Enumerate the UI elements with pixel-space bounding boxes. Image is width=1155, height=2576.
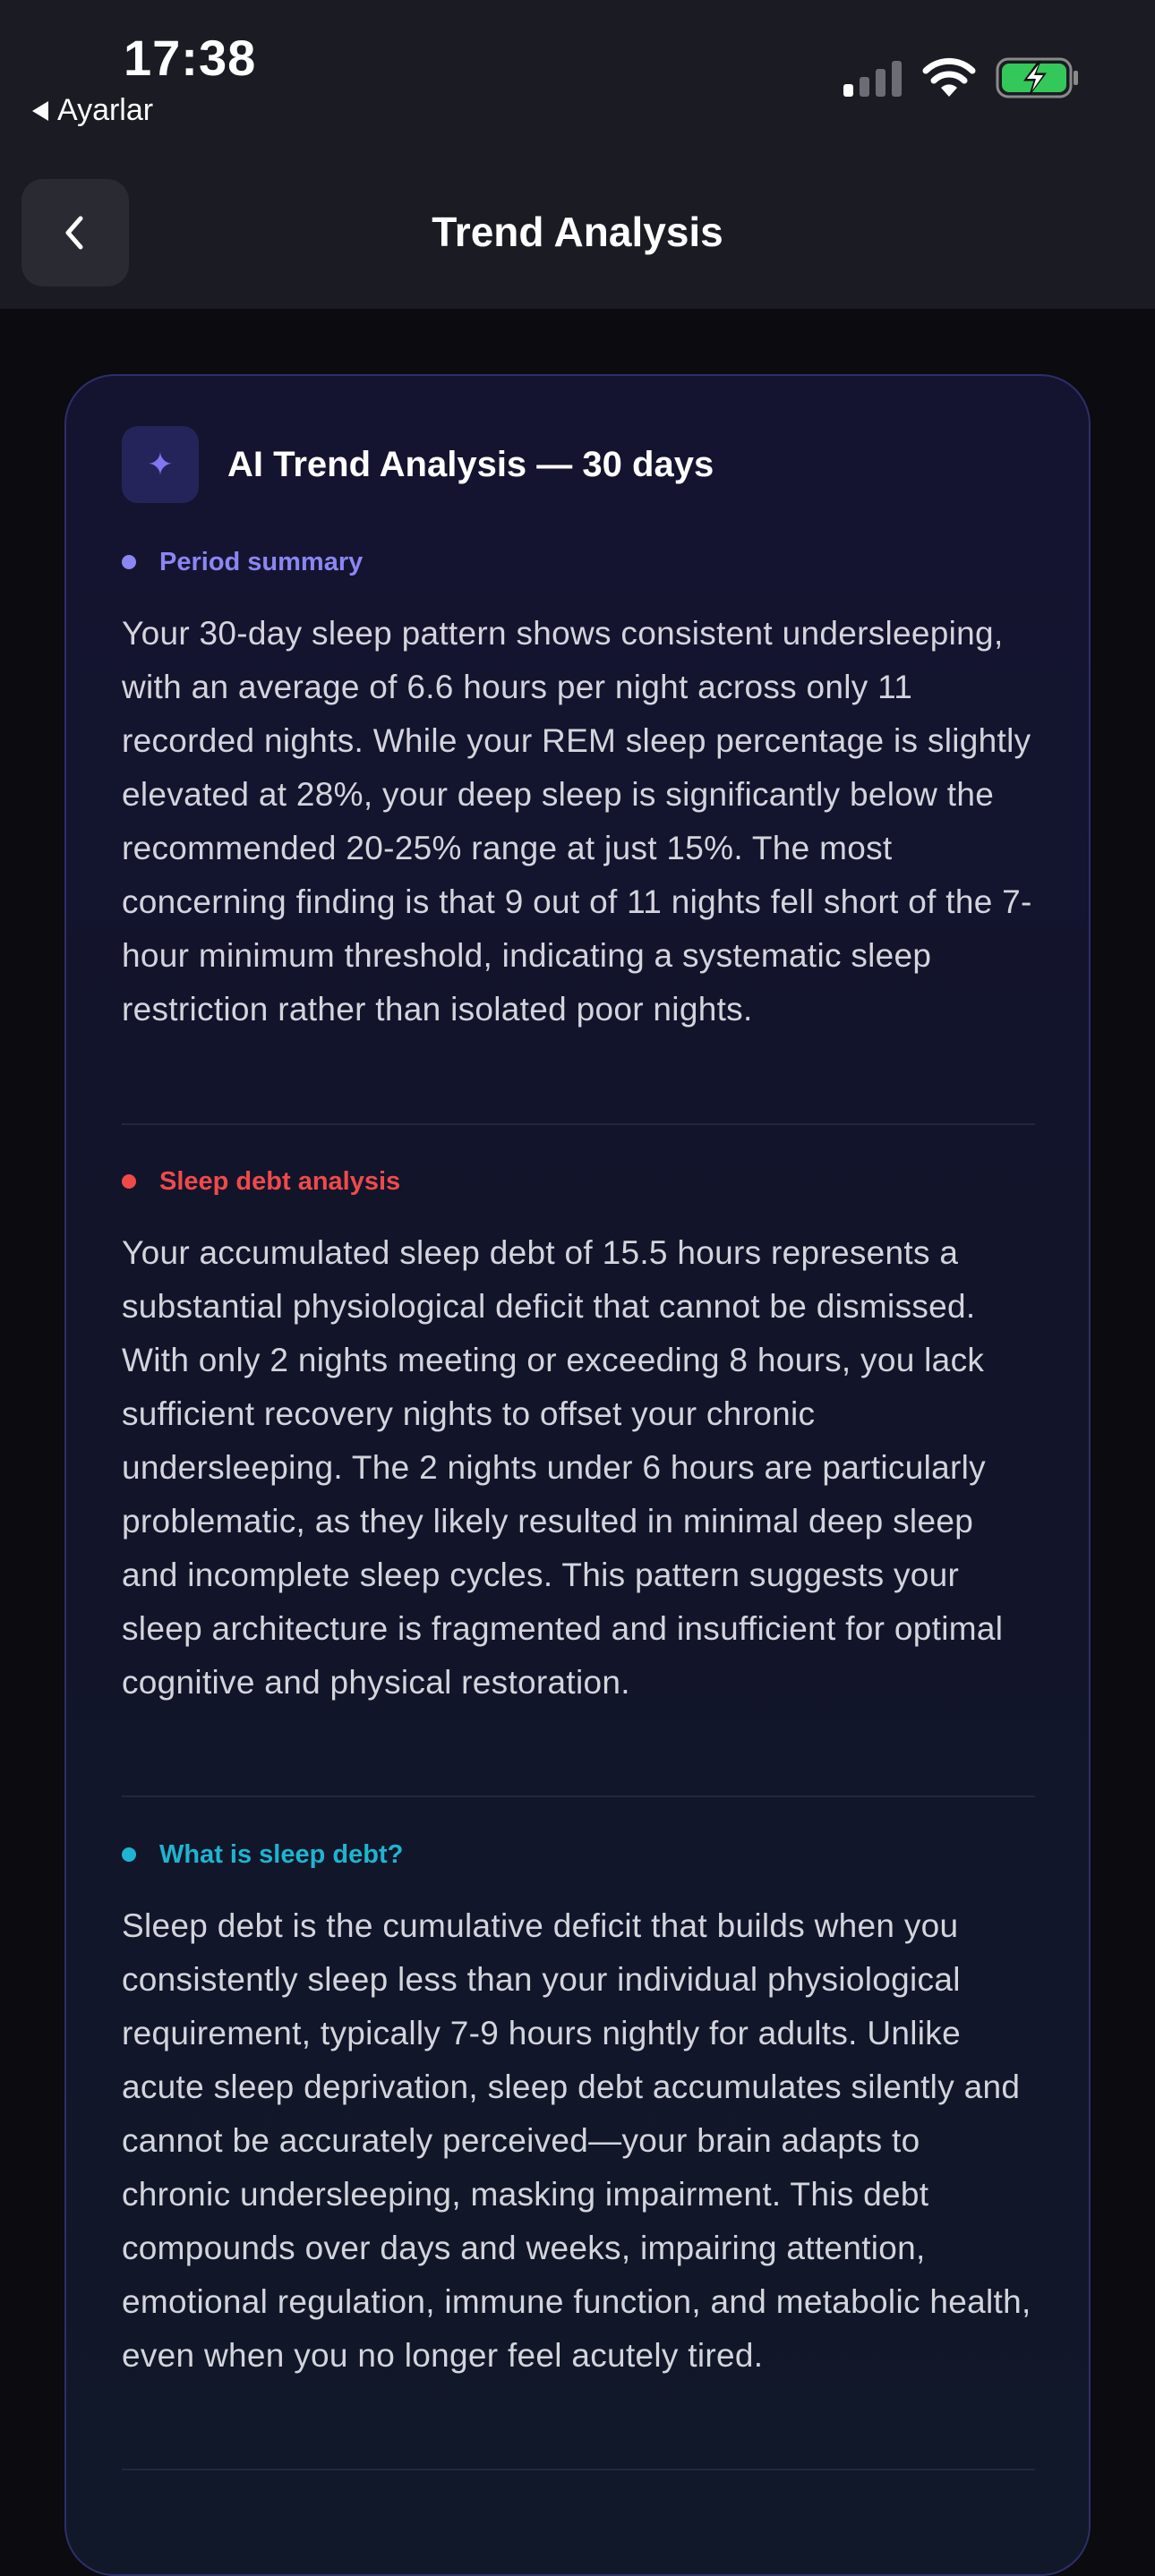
card-title: AI Trend Analysis — 30 days — [227, 444, 714, 484]
section-dot-icon — [122, 1174, 136, 1189]
back-triangle-icon — [32, 101, 48, 121]
section-dot-icon — [122, 555, 136, 569]
section-label: Sleep debt analysis — [159, 1166, 401, 1196]
cellular-signal-icon — [843, 59, 903, 97]
card-header — [122, 426, 714, 503]
section-text: Sleep debt is the cumulative deficit that builds when you consistently sleep less than your individual physiological requirement, typically 7-9 hours nightly for adults. Unlike acute sleep deprivation, sleep debt accumulates silently and cannot be accurately perceived—your brain adapts to chronic undersleeping, masking impairment. This debt compounds over days and weeks, impairing attention, emotional regulation, immune function, and metabolic health, even when you no longer feel acutely tired. — [122, 1907, 1031, 2374]
page-title: Trend Analysis — [432, 209, 723, 255]
section-text: Your 30-day sleep pattern shows consistent undersleeping, with an average of 6.6 hours per night across only 11 recorded nights. While your REM sleep percentage is slightly elevated at 28%, your deep sleep is significantly below the recommended 20-25% range at just 15%. The most concerning finding is that 9 out of 11 nights fell short of the 7-hour minimum threshold, indicating a systematic sleep restriction rather than isolated poor nights. — [122, 615, 1032, 1028]
back-to-app-link[interactable] — [32, 93, 153, 128]
wifi-icon — [922, 55, 976, 98]
battery-charging-icon — [996, 57, 1080, 98]
section-label: What is sleep debt? — [159, 1839, 404, 1869]
section-period-summary — [122, 546, 1035, 1036]
status-time: 17:38 — [124, 30, 257, 86]
section-dot-icon — [122, 1847, 136, 1862]
section-sleep-debt-analysis — [122, 1165, 1035, 1710]
sparkle-icon: ✦ — [122, 426, 199, 503]
divider — [122, 2469, 1035, 2470]
ai-analysis-card — [64, 374, 1091, 2576]
divider — [122, 1796, 1035, 1797]
back-app-label: Ayarlar — [57, 93, 154, 127]
section-what-is-sleep-debt — [122, 1838, 1035, 2383]
section-label: Period summary — [159, 547, 364, 576]
section-text: Your accumulated sleep debt of 15.5 hours represents a substantial physiological deficit that cannot be dismissed. With only 2 nights meeting or exceeding 8 hours, you lack sufficient recovery nights to offset your chronic undersleeping. The 2 nights under 6 hours are particularly problematic, as they likely resulted in minimal deep sleep and incomplete sleep cycles. This pattern suggests your sleep architecture is fragmented and insufficient for optimal cognitive and physical restoration. — [122, 1234, 1004, 1701]
divider — [122, 1123, 1035, 1125]
